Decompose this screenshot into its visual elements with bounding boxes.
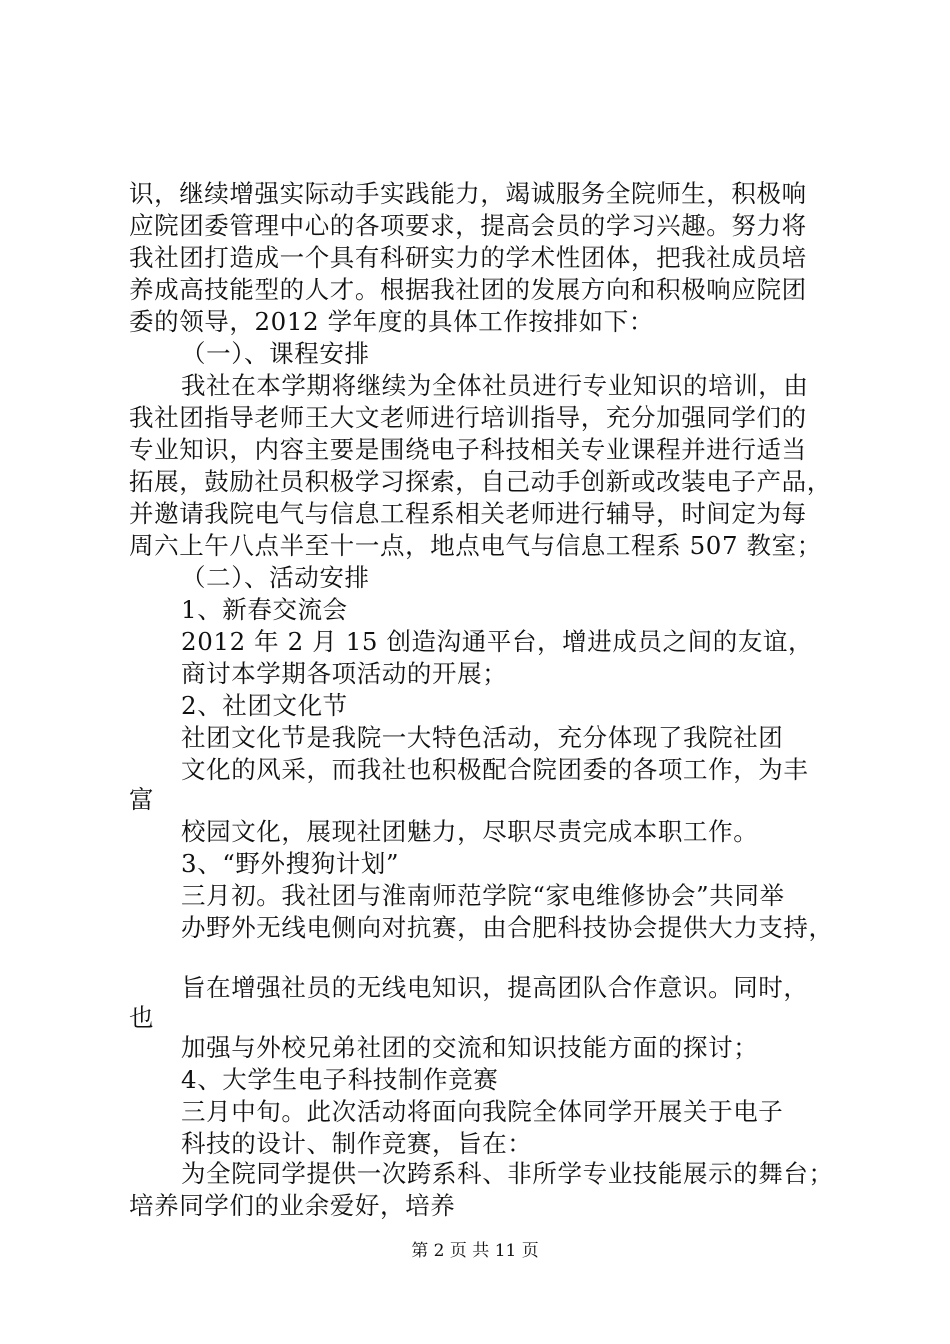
text-line: 文化的风采，而我社也积极配合院团委的各项工作，为丰 xyxy=(181,755,809,784)
text-line: 2012 年 2 月 15 创造沟通平台，增进成员之间的友谊， xyxy=(181,627,814,656)
text-line: 社团文化节是我院一大特色活动，充分体现了我院社团 xyxy=(181,723,784,752)
text-line: 为全院同学提供一次跨系科、非所学专业技能展示的舞台； xyxy=(181,1159,834,1188)
text-line: 应院团委管理中心的各项要求，提高会员的学习兴趣。努力将 xyxy=(129,211,807,240)
text-line: 我社团指导老师王大文老师进行培训指导，充分加强同学们的 xyxy=(129,403,807,432)
text-line: 三月初。我社团与淮南师范学院“家电维修协会”共同举 xyxy=(181,881,785,910)
text-line: 商讨本学期各项活动的开展； xyxy=(181,659,508,688)
text-line: 科技的设计、制作竞赛，旨在： xyxy=(181,1129,533,1158)
text-line: 我社团打造成一个具有科研实力的学术性团体，把我社成员培 xyxy=(129,243,807,272)
list-heading: 4、大学生电子科技制作竞赛 xyxy=(181,1065,499,1094)
list-heading: 1、新春交流会 xyxy=(181,595,348,624)
text-line: 识，继续增强实际动手实践能力，竭诚服务全院师生，积极响 xyxy=(129,179,807,208)
list-heading: 2、社团文化节 xyxy=(181,691,348,720)
text-line: 养成高技能型的人才。根据我社团的发展方向和积极响应院团 xyxy=(129,275,807,304)
page-footer: 第 2 页 共 11 页 xyxy=(411,1241,539,1261)
text-line: 校园文化，展现社团魅力，尽职尽责完成本职工作。 xyxy=(181,817,759,846)
text-line: 拓展，鼓励社员积极学习探索，自己动手创新或改装电子产品， xyxy=(129,467,832,496)
text-line: 培养同学们的业余爱好，培养 xyxy=(129,1191,456,1220)
text-line: 旨在增强社员的无线电知识，提高团队合作意识。同时， xyxy=(181,973,809,1002)
section-heading: （二）、活动安排 xyxy=(181,563,370,592)
text-line: 三月中旬。此次活动将面向我院全体同学开展关于电子 xyxy=(181,1097,784,1126)
text-line: 专业知识，内容主要是围绕电子科技相关专业课程并进行适当 xyxy=(129,435,807,464)
text-line: 我社在本学期将继续为全体社员进行专业知识的培训，由 xyxy=(181,371,809,400)
text-line: 周六上午八点半至十一点，地点电气与信息工程系 507 教室； xyxy=(129,531,822,560)
text-line: 富 xyxy=(129,785,155,814)
text-line: 加强与外校兄弟社团的交流和知识技能方面的探讨； xyxy=(181,1033,759,1062)
text-line: 并邀请我院电气与信息工程系相关老师进行辅导，时间定为每 xyxy=(129,499,807,528)
section-heading: （一）、课程安排 xyxy=(181,339,370,368)
text-line: 委的领导，2012 学年度的具体工作按排如下： xyxy=(129,307,654,336)
text-line: 办野外无线电侧向对抗赛，由合肥科技协会提供大力支持， xyxy=(181,913,834,942)
list-heading: 3、“野外搜狗计划” xyxy=(181,849,400,878)
text-line: 也 xyxy=(129,1003,155,1032)
